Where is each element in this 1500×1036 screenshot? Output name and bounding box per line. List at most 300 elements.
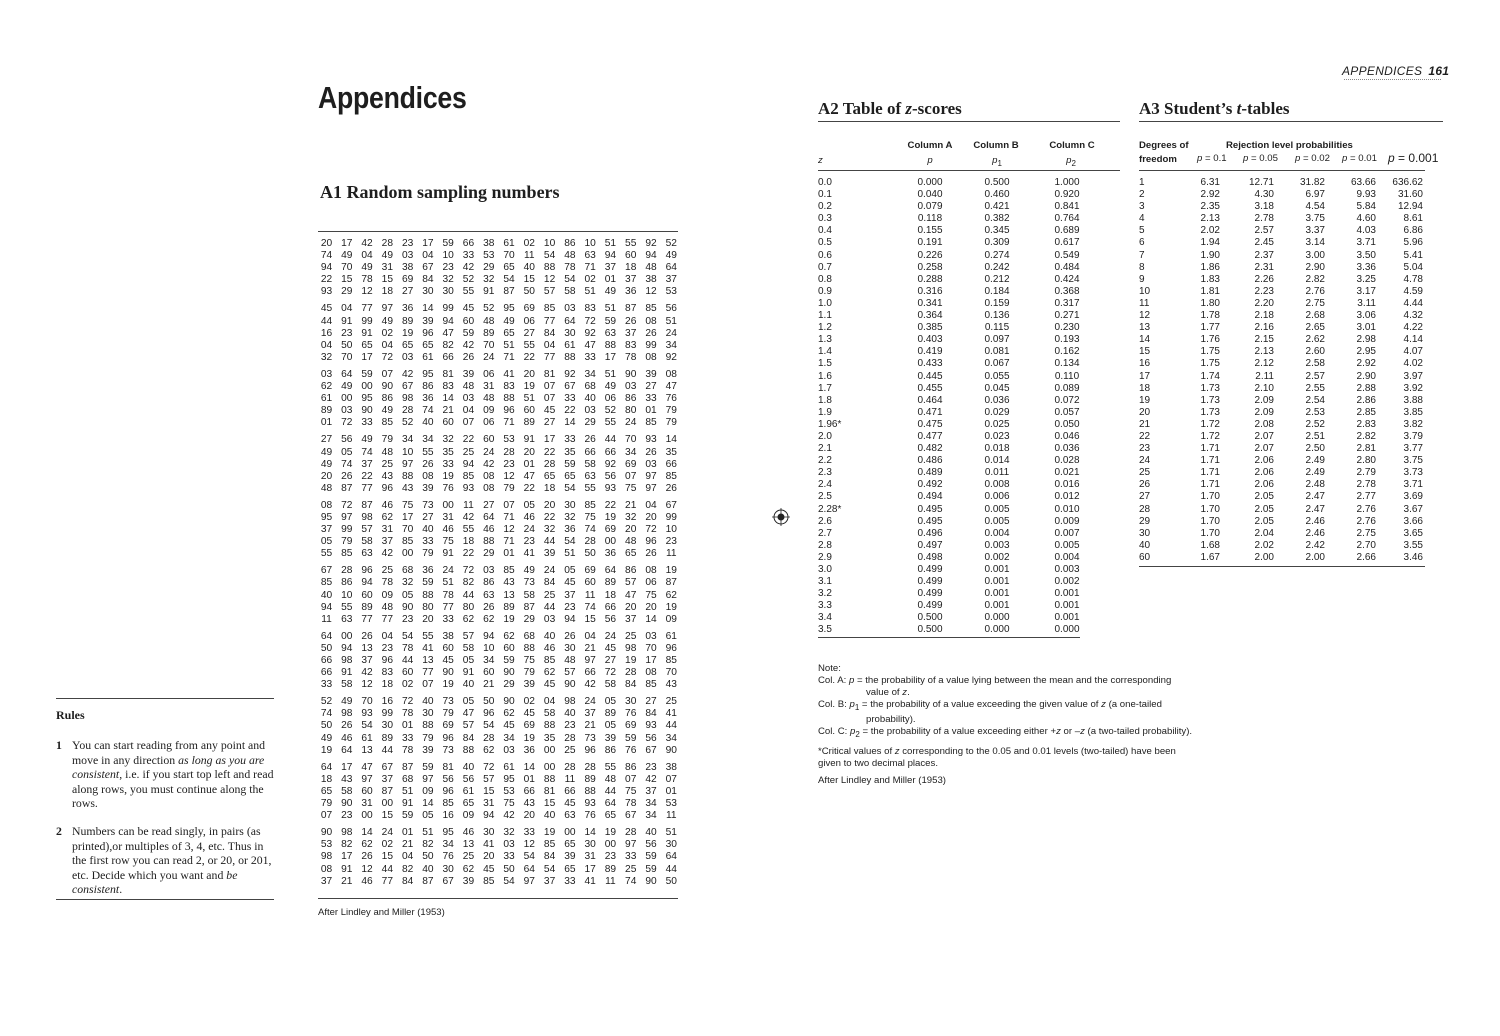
random-number-cell: 76 (442, 851, 454, 863)
t-value-cell: 3.18 (1254, 201, 1274, 213)
z-score-row (818, 528, 1098, 540)
degrees-of-freedom-cell: 18 (1139, 382, 1151, 394)
t-value-cell: 2.49 (1305, 467, 1325, 479)
random-number-cell: 98 (361, 511, 373, 523)
random-number-cell: 12 (361, 679, 373, 691)
random-number-cell: 48 (604, 773, 617, 785)
random-number-cell: 33 (564, 393, 576, 405)
random-number-cell: 59 (422, 577, 434, 589)
t-value-cell: 2.46 (1305, 527, 1325, 539)
a3-p-value: = 0.01 (1347, 153, 1377, 164)
t-value-cell: 3.79 (1403, 430, 1423, 442)
degrees-of-freedom-cell: 9 (1139, 273, 1145, 285)
random-number-row (318, 774, 680, 786)
random-number-cell: 91 (341, 863, 353, 875)
note-text: = the probability of a value lying between the mean and the corresponding (854, 675, 1172, 686)
random-number-cell: 37 (381, 773, 394, 785)
random-number-cell: 75 (503, 798, 515, 810)
t-table-row (1139, 540, 1429, 552)
random-number-cell: 36 (401, 303, 414, 315)
random-number-cell: 87 (503, 286, 515, 298)
random-number-cell: 96 (442, 732, 454, 744)
random-number-cell: 96 (483, 708, 495, 720)
random-number-cell: 88 (543, 262, 556, 274)
z-value-cell: 1.96* (818, 418, 842, 430)
random-number-cell: 82 (462, 577, 475, 589)
probability-cell: 0.193 (1054, 334, 1080, 346)
t-value-cell: 2.54 (1305, 394, 1325, 406)
random-number-cell: 04 (543, 339, 556, 351)
random-number-cell: 61 (361, 732, 373, 744)
probability-cell: 0.004 (984, 527, 1010, 539)
random-number-cell: 22 (604, 499, 617, 511)
degrees-of-freedom-cell: 29 (1139, 515, 1151, 527)
rule-text-part: You can start reading from any point and move in any direction (72, 738, 266, 767)
probability-cell: 0.549 (1054, 249, 1080, 261)
a2-sub-a: p (927, 155, 933, 166)
random-number-cell: 23 (442, 262, 454, 274)
random-number-cell: 57 (543, 286, 556, 298)
random-number-cell: 10 (665, 524, 677, 536)
random-number-cell: 03 (503, 839, 515, 851)
z-value-cell: 2.0 (818, 430, 832, 442)
random-number-row (318, 434, 680, 446)
random-number-cell: 42 (462, 262, 475, 274)
random-number-cell: 88 (543, 773, 556, 785)
random-number-cell: 17 (361, 351, 373, 363)
random-number-cell: 18 (625, 262, 637, 274)
random-number-cell: 46 (523, 511, 535, 523)
note-text: Col. A: (818, 675, 849, 686)
random-number-cell: 30 (381, 720, 394, 732)
z-value-cell: 1.6 (818, 370, 832, 382)
random-number-cell: 85 (401, 536, 414, 548)
random-number-cell: 61 (503, 238, 515, 249)
probability-cell: 0.500 (984, 177, 1010, 188)
random-number-cell: 04 (645, 499, 657, 511)
probability-cell: 0.764 (1054, 213, 1080, 225)
random-number-cell: 75 (625, 482, 637, 494)
random-number-cell: 69 (625, 720, 637, 732)
random-number-cell: 74 (320, 250, 333, 262)
random-number-cell: 67 (645, 744, 657, 756)
random-number-cell: 02 (401, 679, 414, 691)
rule-text-part: Numbers can be read singly, in pairs (as printed),or multiples of 3, 4, etc. Thus in the first row you can read 2, or 20, or 201, etc. Decide which you want and (72, 824, 272, 882)
t-value-cell: 1.75 (1200, 346, 1220, 358)
random-number-cell: 02 (523, 238, 535, 249)
probability-cell: 0.001 (984, 576, 1010, 588)
t-value-cell: 2.23 (1254, 285, 1274, 297)
degrees-of-freedom-cell: 7 (1139, 249, 1145, 261)
probability-cell: 0.050 (1054, 418, 1080, 430)
t-value-cell: 3.36 (1356, 261, 1376, 273)
probability-cell: 0.023 (984, 430, 1010, 442)
a2-header-rule (818, 170, 1120, 171)
random-number-cell: 60 (483, 434, 495, 446)
random-number-cell: 49 (665, 250, 677, 262)
random-number-cell: 26 (645, 327, 657, 339)
random-number-cell: 50 (584, 548, 596, 560)
random-number-cell: 93 (645, 434, 657, 446)
random-number-cell: 40 (462, 679, 475, 691)
a2-source: After Lindley and Miller (1953) (818, 774, 946, 786)
degrees-of-freedom-cell: 60 (1139, 551, 1151, 563)
random-number-row (318, 614, 680, 626)
random-number-cell: 03 (401, 250, 414, 262)
random-number-cell: 94 (483, 810, 495, 822)
a1-bottom-rule (318, 898, 678, 899)
random-number-cell: 69 (625, 458, 637, 470)
random-number-cell: 26 (361, 630, 373, 642)
random-number-cell: 52 (483, 303, 495, 315)
random-number-cell: 48 (625, 536, 637, 548)
random-number-cell: 71 (503, 536, 515, 548)
random-number-cell: 51 (665, 827, 677, 839)
random-number-cell: 33 (422, 536, 434, 548)
random-number-cell: 19 (604, 827, 617, 839)
random-number-cell: 79 (665, 417, 677, 429)
random-number-row (318, 369, 680, 381)
random-number-cell: 33 (503, 851, 515, 863)
random-number-cell: 51 (604, 238, 617, 249)
degrees-of-freedom-cell: 11 (1139, 297, 1150, 309)
t-value-cell: 2.95 (1356, 346, 1376, 358)
random-number-cell: 32 (442, 434, 454, 446)
random-number-cell: 11 (524, 250, 535, 262)
probability-cell: 0.421 (984, 201, 1010, 213)
probability-cell: 0.484 (1054, 261, 1080, 273)
z-value-cell: 3.4 (818, 612, 832, 624)
random-number-cell: 75 (442, 536, 454, 548)
random-number-cell: 60 (625, 250, 637, 262)
random-number-cell: 03 (645, 458, 657, 470)
random-number-cell: 59 (604, 315, 617, 327)
t-table-row (1139, 455, 1429, 467)
probability-cell: 0.001 (984, 564, 1010, 575)
page-title: Appendices (318, 80, 467, 115)
probability-cell: 0.118 (917, 213, 943, 225)
probability-cell: 0.000 (984, 624, 1010, 636)
random-number-cell: 56 (665, 303, 677, 315)
random-number-row (318, 839, 680, 851)
z-score-row (818, 564, 1098, 576)
random-number-cell: 14 (442, 393, 454, 405)
probability-cell: 0.029 (984, 406, 1010, 418)
t-table-row (1139, 552, 1429, 564)
random-number-cell: 34 (665, 732, 677, 744)
t-value-cell: 2.75 (1356, 527, 1376, 539)
random-number-cell: 21 (442, 405, 454, 417)
random-number-cell: 65 (625, 548, 637, 560)
random-number-cell: 33 (442, 613, 454, 625)
random-number-cell: 20 (523, 810, 535, 822)
random-number-cell: 66 (442, 351, 454, 363)
random-number-cell: 12 (361, 286, 373, 298)
random-number-cell: 63 (361, 548, 373, 560)
z-value-cell: 1.2 (818, 322, 832, 334)
random-number-block (318, 238, 680, 298)
random-number-cell: 17 (543, 434, 556, 446)
random-number-cell: 74 (341, 458, 353, 470)
random-number-cell: 20 (320, 238, 333, 249)
random-number-cell: 62 (462, 863, 475, 875)
rules-bottom-rule (56, 899, 274, 900)
random-number-cell: 27 (645, 381, 657, 393)
random-number-cell: 48 (381, 601, 394, 613)
z-score-row (818, 250, 1098, 262)
random-number-cell: 27 (320, 434, 333, 446)
random-number-cell: 94 (564, 613, 576, 625)
random-number-cell: 64 (320, 761, 333, 773)
a3-header-rule (1139, 170, 1425, 171)
degrees-of-freedom-cell: 12 (1139, 310, 1151, 322)
random-number-cell: 07 (625, 470, 637, 482)
t-value-cell: 2.90 (1305, 261, 1325, 273)
random-number-cell: 78 (361, 274, 373, 286)
a3-p-label (1388, 151, 1438, 165)
random-number-cell: 62 (361, 839, 373, 851)
random-number-cell: 56 (462, 773, 475, 785)
z-score-row (818, 455, 1098, 467)
random-number-cell: 69 (523, 303, 535, 315)
t-tables (1139, 177, 1429, 564)
random-number-cell: 82 (422, 839, 434, 851)
random-number-cell: 27 (645, 696, 657, 708)
random-number-row (318, 447, 680, 459)
a2-notes (818, 663, 1198, 787)
random-number-cell: 77 (543, 351, 556, 363)
probability-cell: 0.159 (984, 297, 1010, 309)
random-number-cell: 85 (645, 679, 657, 691)
random-number-cell: 22 (564, 405, 576, 417)
random-number-cell: 29 (341, 286, 353, 298)
random-number-cell: 01 (503, 548, 515, 560)
random-number-cell: 37 (381, 536, 394, 548)
random-number-cell: 03 (564, 303, 576, 315)
t-value-cell: 2.82 (1305, 273, 1325, 285)
random-number-cell: 46 (381, 499, 394, 511)
random-number-cell: 86 (422, 381, 434, 393)
t-value-cell: 1.90 (1200, 249, 1220, 261)
random-number-cell: 40 (422, 524, 434, 536)
t-value-cell: 3.55 (1403, 539, 1423, 551)
note-symbol: z (1101, 699, 1106, 710)
z-value-cell: 0.9 (818, 285, 832, 297)
t-table-row (1139, 201, 1429, 213)
random-number-cell: 66 (584, 667, 596, 679)
random-number-cell: 53 (503, 434, 515, 446)
note-text: = the probability of a value exceeding either + (859, 725, 1057, 737)
random-number-cell: 21 (625, 499, 637, 511)
random-number-cell: 56 (604, 470, 617, 482)
t-value-cell: 3.06 (1356, 310, 1376, 322)
random-number-row (318, 733, 680, 745)
random-number-cell: 60 (584, 577, 596, 589)
random-number-cell: 49 (361, 434, 373, 446)
random-number-cell: 72 (645, 524, 657, 536)
random-number-cell: 37 (604, 262, 617, 274)
random-number-cell: 09 (462, 810, 475, 822)
random-number-cell: 61 (422, 351, 434, 363)
z-value-cell: 1.0 (818, 297, 832, 309)
random-number-cell: 24 (442, 565, 454, 577)
random-number-row (318, 250, 680, 262)
probability-cell: 0.242 (984, 261, 1010, 273)
t-value-cell: 2.81 (1356, 443, 1376, 455)
probability-cell: 0.001 (1054, 588, 1080, 600)
note-symbol: p (848, 675, 855, 686)
random-number-cell: 30 (422, 708, 434, 720)
t-value-cell: 2.53 (1305, 406, 1325, 418)
random-number-block (318, 696, 680, 756)
random-number-cell: 12 (361, 863, 373, 875)
degrees-of-freedom-cell: 19 (1139, 394, 1151, 406)
random-number-cell: 87 (665, 577, 677, 589)
random-number-cell: 43 (523, 798, 535, 810)
random-number-cell: 37 (320, 875, 333, 887)
random-number-cell: 37 (625, 274, 637, 286)
random-number-cell: 39 (462, 875, 475, 887)
random-number-cell: 28 (401, 405, 414, 417)
random-number-cell: 66 (320, 655, 333, 666)
random-number-cell: 46 (442, 524, 454, 536)
t-value-cell: 636.62 (1392, 177, 1423, 188)
random-number-row (318, 381, 680, 393)
a3-title-variable: t (1236, 99, 1242, 118)
random-number-cell: 51 (604, 368, 617, 380)
random-number-cell: 69 (523, 720, 535, 732)
random-number-cell: 22 (462, 434, 475, 446)
degrees-of-freedom-cell: 30 (1139, 527, 1151, 539)
random-number-cell: 53 (665, 286, 677, 298)
a3-dof-header-cont: freedom (1139, 154, 1177, 165)
z-score-row (818, 504, 1098, 516)
random-number-cell: 73 (442, 744, 454, 756)
random-number-cell: 33 (584, 351, 596, 363)
random-number-cell: 51 (442, 577, 454, 589)
random-number-cell: 87 (523, 601, 535, 613)
random-number-cell: 98 (341, 827, 353, 839)
t-value-cell: 2.77 (1356, 491, 1376, 503)
random-number-cell: 30 (483, 827, 495, 839)
random-number-cell: 04 (584, 630, 596, 642)
a3-p-value: = 0.05 (1248, 153, 1278, 164)
random-number-cell: 59 (422, 761, 434, 773)
t-table-row (1139, 310, 1429, 322)
random-number-cell: 88 (401, 470, 414, 482)
z-score-row (818, 213, 1098, 225)
random-number-cell: 03 (462, 393, 475, 405)
random-number-cell: 59 (503, 655, 515, 666)
random-number-cell: 88 (523, 642, 535, 654)
random-number-cell: 92 (584, 327, 596, 339)
t-value-cell: 2.35 (1200, 201, 1220, 213)
t-value-cell: 63.66 (1350, 177, 1376, 188)
random-number-cell: 12 (523, 839, 535, 851)
z-value-cell: 2.8 (818, 539, 832, 551)
random-number-cell: 19 (442, 470, 454, 482)
random-number-cell: 06 (604, 393, 617, 405)
random-number-cell: 11 (564, 773, 576, 785)
degrees-of-freedom-cell: 1 (1139, 177, 1145, 188)
probability-cell: 0.040 (917, 189, 943, 201)
random-number-cell: 25 (625, 863, 637, 875)
random-number-cell: 51 (401, 785, 414, 797)
random-number-cell: 22 (543, 446, 556, 458)
t-value-cell: 3.66 (1403, 515, 1423, 527)
random-number-cell: 34 (442, 839, 454, 851)
random-number-cell: 90 (564, 679, 576, 691)
random-number-cell: 97 (523, 875, 535, 887)
degrees-of-freedom-cell: 26 (1139, 479, 1151, 491)
random-number-cell: 92 (665, 351, 677, 363)
random-number-block (318, 827, 680, 887)
random-number-cell: 60 (503, 642, 515, 654)
random-number-row (318, 810, 680, 822)
random-number-cell: 26 (361, 851, 373, 863)
random-number-cell: 55 (604, 417, 617, 429)
random-number-block (318, 631, 680, 691)
z-value-cell: 0.3 (818, 213, 832, 225)
random-number-cell: 79 (341, 536, 353, 548)
z-score-row (818, 262, 1098, 274)
random-number-cell: 54 (523, 851, 535, 863)
random-number-cell: 08 (422, 470, 434, 482)
random-number-cell: 83 (442, 381, 454, 393)
t-value-cell: 4.14 (1403, 334, 1423, 346)
random-number-cell: 50 (341, 339, 353, 351)
random-number-cell: 05 (604, 696, 617, 708)
random-number-cell: 49 (604, 381, 617, 393)
t-table-row (1139, 504, 1429, 516)
random-number-cell: 82 (401, 863, 414, 875)
random-number-cell: 86 (564, 238, 576, 249)
random-number-cell: 03 (401, 351, 414, 363)
random-number-row (318, 316, 680, 328)
probability-cell: 0.072 (1054, 394, 1080, 406)
probability-cell: 0.841 (1054, 201, 1080, 213)
random-number-cell: 24 (483, 351, 495, 363)
random-number-cell: 34 (503, 732, 515, 744)
t-value-cell: 2.48 (1305, 479, 1325, 491)
random-number-cell: 49 (381, 405, 394, 417)
random-number-cell: 68 (401, 565, 414, 577)
random-number-cell: 57 (564, 667, 576, 679)
random-number-cell: 00 (341, 393, 353, 405)
random-number-cell: 46 (341, 732, 353, 744)
random-number-cell: 65 (564, 470, 576, 482)
random-number-cell: 07 (381, 368, 394, 380)
random-number-cell: 97 (645, 482, 657, 494)
t-value-cell: 1.70 (1200, 515, 1220, 527)
random-number-cell: 31 (381, 262, 394, 274)
random-number-cell: 23 (604, 851, 617, 863)
random-number-cell: 19 (442, 679, 454, 691)
a2-col-b-header: Column B (973, 140, 1019, 151)
random-number-cell: 15 (381, 810, 394, 822)
random-number-cell: 31 (483, 381, 495, 393)
random-number-cell: 62 (320, 381, 333, 393)
random-number-cell: 79 (523, 667, 535, 679)
random-number-cell: 24 (665, 327, 677, 339)
z-score-row (818, 177, 1098, 189)
random-number-cell: 58 (543, 708, 556, 720)
random-number-cell: 35 (442, 446, 454, 458)
random-number-cell: 10 (543, 238, 556, 249)
random-number-cell: 64 (564, 315, 576, 327)
random-number-cell: 61 (564, 339, 576, 351)
z-score-row (818, 540, 1098, 552)
